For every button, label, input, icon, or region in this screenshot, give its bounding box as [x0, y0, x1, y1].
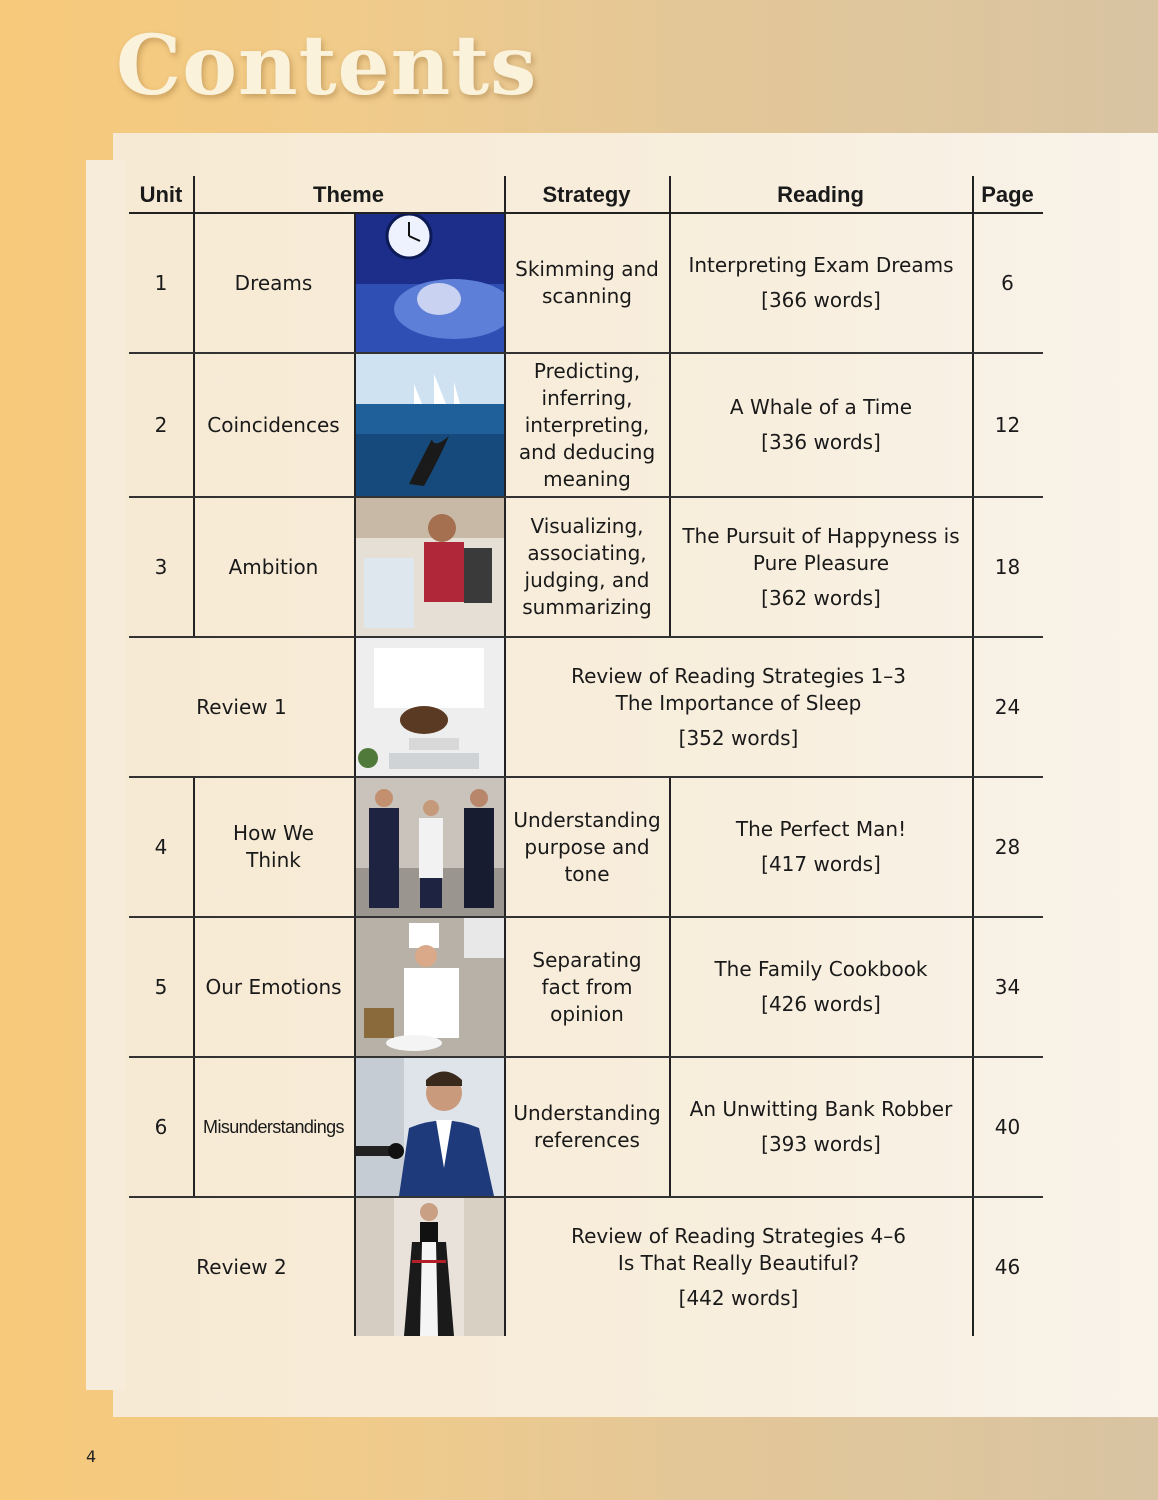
man-asleep-at-desk-photo — [354, 638, 504, 776]
review-label: Review 1 — [196, 694, 287, 719]
strategy-text: Understanding purpose and tone — [513, 807, 661, 886]
table-row-review — [129, 638, 1043, 778]
folio-page-number: 4 — [86, 1447, 97, 1466]
reading-title: The Family Cookbook — [714, 957, 928, 981]
word-count: [417 words] — [761, 852, 881, 876]
column-divider — [504, 1058, 506, 1196]
column-divider — [669, 214, 671, 352]
word-count: [426 words] — [761, 992, 881, 1016]
column-divider — [504, 918, 506, 1056]
reading-title: Interpreting Exam Dreams — [688, 253, 954, 277]
column-divider — [669, 354, 671, 496]
column-divider — [354, 1058, 356, 1196]
strategy-text: Understanding references — [513, 1101, 661, 1152]
word-count: [393 words] — [761, 1132, 881, 1156]
reading-cell — [672, 214, 970, 352]
column-divider — [669, 1058, 671, 1196]
sleeping-woman-clock-photo — [354, 214, 504, 352]
business-people-walking-photo — [354, 778, 504, 916]
reading-cell — [672, 918, 970, 1056]
review-label: Review 2 — [196, 1254, 287, 1279]
unit-number: 4 — [154, 834, 168, 859]
man-interview-microphone-photo — [354, 1058, 504, 1196]
column-divider — [669, 918, 671, 1056]
unit-number: 1 — [154, 270, 168, 295]
reading-cell — [672, 778, 970, 916]
strategy-text: Skimming and scanning — [515, 257, 659, 308]
column-divider — [504, 1198, 506, 1336]
column-divider — [504, 778, 506, 916]
column-divider — [354, 498, 356, 636]
page-number: 24 — [994, 694, 1021, 719]
page-number: 12 — [994, 412, 1021, 437]
reading-title: Review of Reading Strategies 1–3 — [571, 663, 906, 688]
page-number: 28 — [994, 834, 1021, 859]
header-divider — [972, 176, 974, 214]
table-row — [129, 354, 1043, 498]
word-count: [336 words] — [761, 430, 881, 454]
header-divider — [504, 176, 506, 214]
theme-label: Misunderstandings — [203, 1116, 344, 1137]
theme-label: Coincidences — [207, 412, 340, 437]
chef-plating-food-photo — [354, 918, 504, 1056]
page-number: 46 — [994, 1254, 1021, 1279]
word-count: [352 words] — [678, 725, 799, 750]
theme-label: Dreams — [234, 270, 313, 295]
header-divider — [193, 176, 195, 214]
column-divider — [354, 214, 356, 352]
column-divider — [354, 918, 356, 1056]
column-divider — [504, 638, 506, 776]
reading-cell — [507, 638, 970, 776]
traveler-with-map-photo — [354, 498, 504, 636]
table-row — [129, 918, 1043, 1058]
column-divider — [504, 354, 506, 496]
whale-tail-sailboats-photo — [354, 354, 504, 496]
reading-title: The Perfect Man! — [735, 817, 907, 841]
reading-title: Review of Reading Strategies 4–6 — [571, 1223, 906, 1248]
strategy-text: Predicting, inferring, interpreting, and deducing meaning — [518, 358, 656, 491]
unit-number: 3 — [154, 554, 168, 579]
header-page: Page — [972, 176, 1043, 214]
table-row — [129, 498, 1043, 638]
reading-cell — [672, 1058, 970, 1196]
column-divider — [354, 354, 356, 496]
table-row — [129, 1058, 1043, 1198]
theme-label: Ambition — [228, 554, 319, 579]
reading-title: The Importance of Sleep — [615, 690, 862, 715]
table-row — [129, 214, 1043, 354]
word-count: [366 words] — [761, 288, 881, 312]
reading-title: Is That Really Beautiful? — [617, 1250, 860, 1275]
strategy-text: Separating fact from opinion — [532, 947, 642, 1026]
theme-label: How We Think — [233, 821, 314, 872]
column-divider — [354, 778, 356, 916]
table-row — [129, 778, 1043, 918]
panel-tab-edge — [86, 160, 126, 1390]
page-number: 34 — [994, 974, 1021, 999]
unit-number: 5 — [154, 974, 168, 999]
header-reading: Reading — [669, 176, 972, 214]
page-number: 6 — [1001, 270, 1014, 295]
page-title: Contents — [116, 18, 538, 114]
column-divider — [354, 638, 356, 776]
header-strategy: Strategy — [504, 176, 669, 214]
word-count: [442 words] — [678, 1285, 799, 1310]
unit-number: 2 — [154, 412, 168, 437]
reading-cell — [672, 354, 970, 496]
column-divider — [669, 498, 671, 636]
word-count: [362 words] — [761, 585, 881, 610]
column-divider — [504, 498, 506, 636]
page-number: 40 — [994, 1114, 1021, 1139]
header-divider — [669, 176, 671, 214]
fashion-model-runway-photo — [354, 1198, 504, 1336]
reading-title: A Whale of a Time — [729, 395, 913, 419]
table-row-review — [129, 1198, 1043, 1336]
reading-cell — [507, 1198, 970, 1336]
header-unit: Unit — [129, 176, 193, 214]
unit-number: 6 — [154, 1114, 168, 1139]
header-theme: Theme — [193, 176, 504, 214]
theme-label: Our Emotions — [205, 974, 342, 999]
strategy-text: Visualizing, associating, judging, and summarizing — [522, 514, 652, 619]
column-divider — [669, 778, 671, 916]
column-divider — [504, 214, 506, 352]
reading-title: An Unwitting Bank Robber — [689, 1097, 953, 1121]
reading-title: The Pursuit of Happyness is Pure Pleasure — [682, 523, 960, 575]
page-number: 18 — [994, 554, 1021, 579]
reading-cell — [672, 498, 970, 636]
column-divider — [354, 1198, 356, 1336]
